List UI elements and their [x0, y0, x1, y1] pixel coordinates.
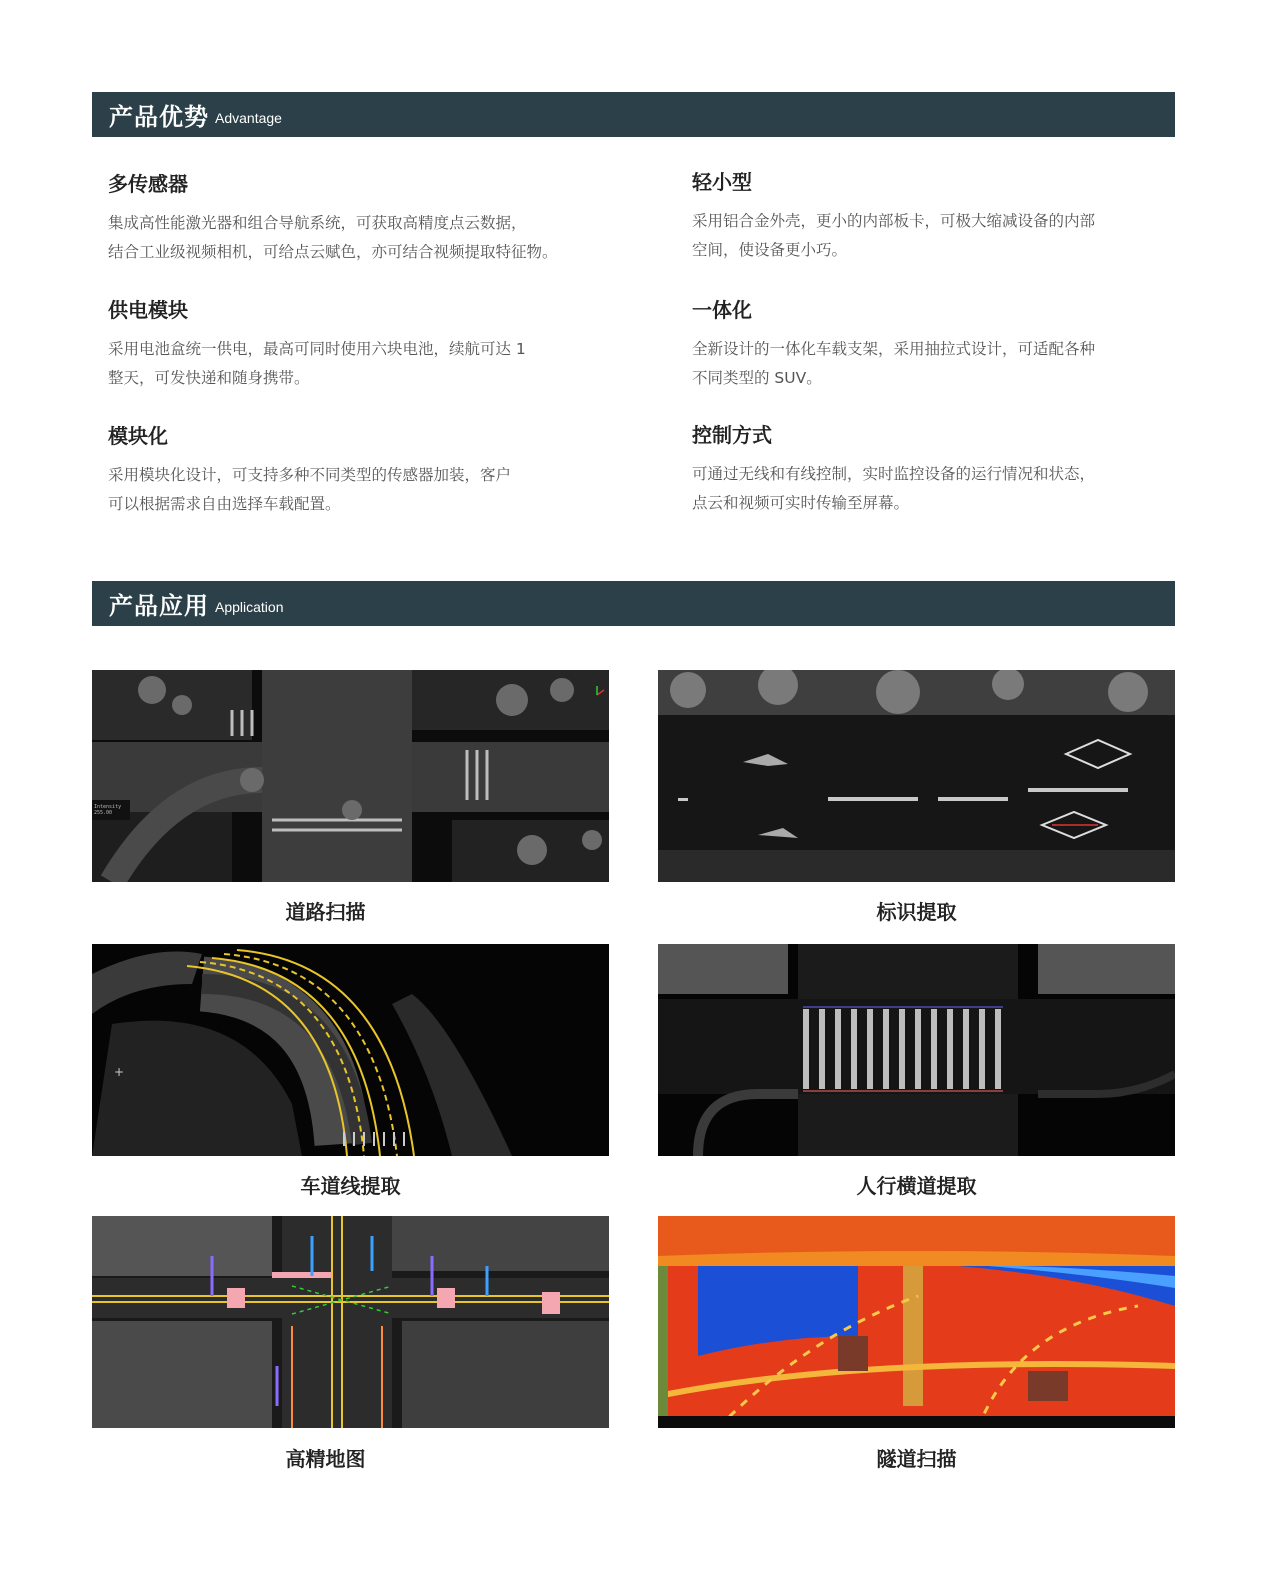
hd-map-pointcloud	[92, 1216, 609, 1428]
advantage-subtitle: Advantage	[215, 109, 282, 126]
feature-power-module	[108, 294, 588, 393]
sign-extraction-image	[658, 670, 1175, 882]
lane-extraction-image	[92, 944, 609, 1156]
feature-title: 模块化	[108, 424, 168, 448]
feature-integrated	[692, 294, 1172, 393]
road-scan-pointcloud	[92, 670, 609, 882]
caption-road-scan: 道路扫描	[285, 900, 366, 924]
feature-modular	[108, 420, 588, 519]
advantage-title: 产品优势	[109, 103, 209, 131]
feature-desc: 全新设计的一体化车载支架，采用抽拉式设计，可适配各种 不同类型的 SUV。	[692, 340, 1096, 387]
road-scan-image	[92, 670, 609, 882]
caption-hd-map: 高精地图	[285, 1447, 366, 1471]
lane-extraction-pointcloud	[92, 944, 609, 1156]
sign-extraction-pointcloud	[658, 670, 1175, 882]
tunnel-scan-pointcloud	[658, 1216, 1175, 1428]
feature-title: 轻小型	[692, 170, 752, 194]
tunnel-scan-image	[658, 1216, 1175, 1428]
caption-tunnel-scan: 隧道扫描	[876, 1447, 957, 1471]
feature-title: 供电模块	[108, 298, 188, 322]
crosswalk-extraction-pointcloud	[658, 944, 1175, 1156]
application-title: 产品应用	[109, 592, 209, 620]
feature-title: 控制方式	[692, 423, 772, 447]
feature-desc: 集成高性能激光器和组合导航系统，可获取高精度点云数据， 结合工业级视频相机，可给点云赋色，亦可结合视频提取特征物。	[108, 214, 558, 261]
application-banner	[92, 581, 1175, 626]
feature-control-mode	[692, 419, 1172, 518]
feature-compact	[692, 166, 1172, 265]
caption-sign-extraction: 标识提取	[876, 900, 957, 924]
application-subtitle: Application	[215, 598, 284, 615]
feature-desc: 采用电池盒统一供电，最高可同时使用六块电池，续航可达 1 整天，可发快递和随身携带。	[108, 340, 526, 387]
hd-map-image	[92, 1216, 609, 1428]
feature-desc: 采用模块化设计，可支持多种不同类型的传感器加装，客户 可以根据需求自由选择车载配置。	[108, 466, 512, 513]
caption-crosswalk-extraction: 人行横道提取	[856, 1174, 977, 1198]
feature-multi-sensor	[108, 168, 588, 267]
feature-title: 一体化	[692, 298, 752, 322]
svg-text:+: +	[114, 1065, 125, 1079]
advantage-banner	[92, 92, 1175, 137]
intensity-label: Intensity 255.00	[94, 804, 122, 816]
feature-title: 多传感器	[108, 172, 188, 196]
caption-lane-extraction: 车道线提取	[300, 1174, 401, 1198]
crosswalk-extraction-image	[658, 944, 1175, 1156]
feature-desc: 可通过无线和有线控制，实时监控设备的运行情况和状态， 点云和视频可实时传输至屏幕。	[692, 465, 1096, 512]
feature-desc: 采用铝合金外壳，更小的内部板卡，可极大缩减设备的内部 空间，使设备更小巧。	[692, 212, 1096, 259]
